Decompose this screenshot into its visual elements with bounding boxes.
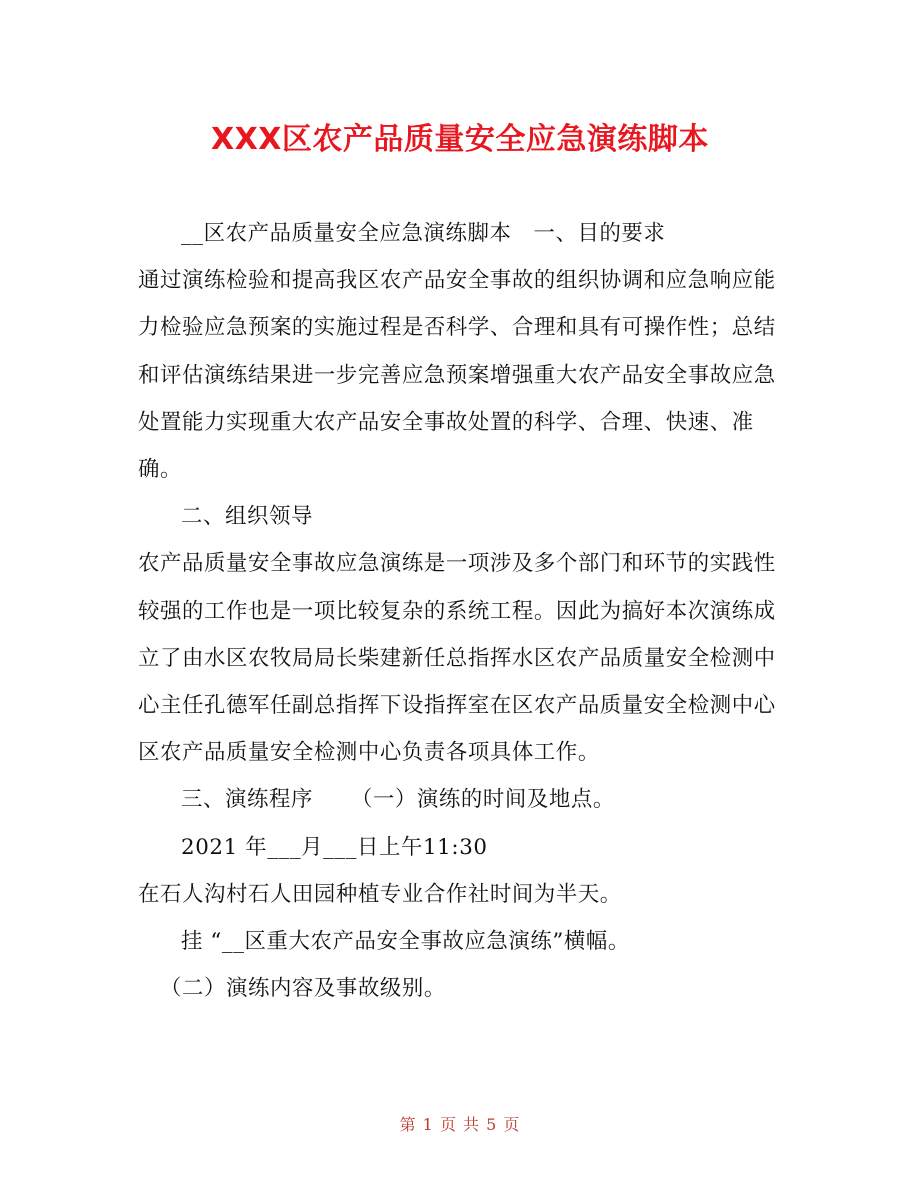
subsection-heading-content-level: （二）演练内容及事故级别。 — [160, 976, 446, 1002]
document-title: XXX区农产品质量安全应急演练脚本 — [211, 122, 709, 157]
subsection-heading-time-place: （一）演练的时间及地点。 — [350, 787, 615, 813]
paragraph-banner: 挂 “__区重大农产品安全事故应急演练”横幅。 — [181, 929, 630, 955]
paragraph-purpose-body: 通过演练检验和提高我区农产品安全事故的组织协调和应急响应能力检验应急预案的实施过程是否科学、合理和具有可操作性；总结和评估演练结果进一步完善应急预案增强重大农产品安全事故应急处置能力实现重大农产品安全事故处置的科学、合理、快速、准确。 — [138, 268, 776, 483]
section-heading-organization: 二、组织领导 — [181, 504, 313, 530]
paragraph-drill-place: 在石人沟村石人田园种植专业合作社时间为半天。 — [138, 881, 622, 907]
document-body — [138, 210, 788, 1012]
script-title-inline: __区农产品质量安全应急演练脚本 — [181, 221, 512, 246]
paragraph-procedure-heading — [138, 776, 788, 823]
section-heading-procedure: 三、演练程序 — [181, 787, 313, 813]
page-number-footer: 第 1 页 共 5 页 — [399, 1115, 521, 1134]
section-heading-purpose: 一、目的要求 — [533, 221, 666, 246]
paragraph-purpose-heading — [138, 210, 788, 257]
paragraph-drill-time: 2021 年___月___日上午11:30 — [181, 834, 488, 860]
paragraph-organization-body: 农产品质量安全事故应急演练是一项涉及多个部门和环节的实践性较强的工作也是一项比较复杂的系统工程。因此为搞好本次演练成立了由水区农牧局局长柴建新任总指挥水区农产品质量安全检测中心主任孔德军任副总指挥下设指挥室在区农产品质量安全检测中心区农产品质量安全检测中心负责各项具体工作。 — [138, 551, 776, 766]
